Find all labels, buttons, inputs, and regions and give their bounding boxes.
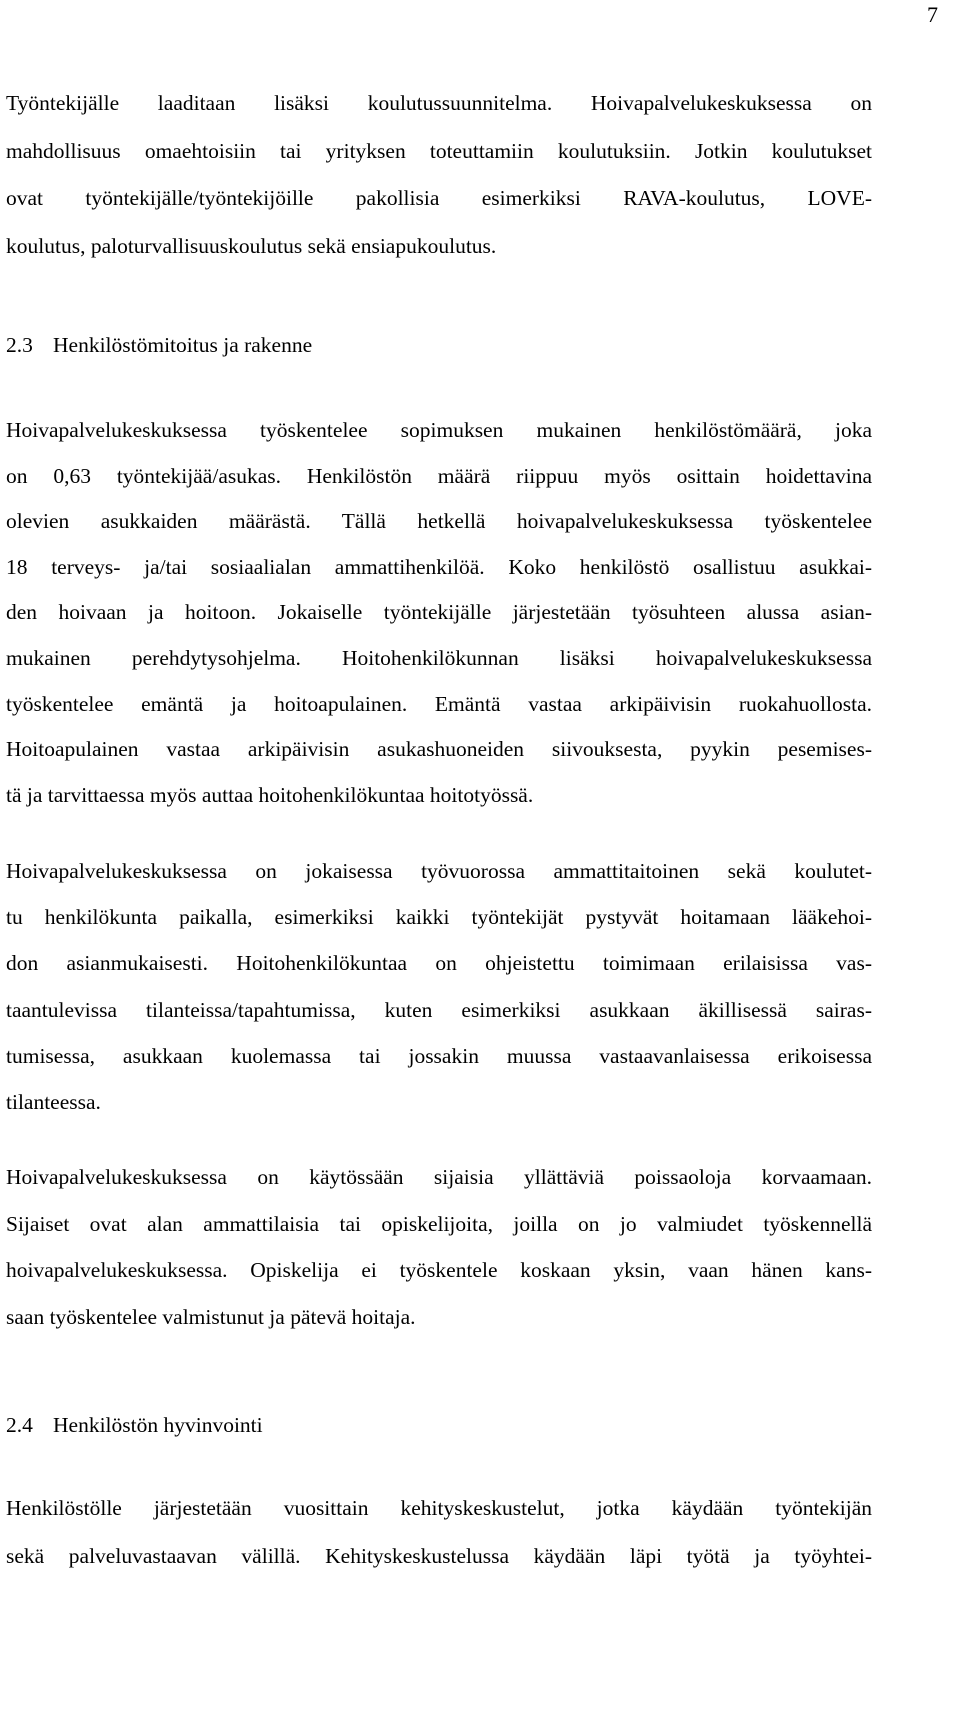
text-line: sekä palveluvastaavan välillä. Kehityskeskustelussa käydään läpi työtä ja työyhtei- xyxy=(6,1543,872,1568)
text-line: tilanteessa. xyxy=(6,1090,101,1115)
text-line: tu henkilökunta paikalla, esimerkiksi kaikki työntekijät pystyvät hoitamaan lääkehoi- xyxy=(6,905,872,930)
section-title: Henkilöstön hyvinvointi xyxy=(53,1413,263,1437)
text-line: tä ja tarvittaessa myös auttaa hoitohenkilökuntaa hoitotyössä. xyxy=(6,782,534,807)
text-line: ovat työntekijälle/työntekijöille pakollisia esimerkiksi RAVA-koulutus, LOVE- xyxy=(6,186,872,210)
text-line: taantulevissa tilanteissa/tapahtumissa, kuten esimerkiksi asukkaan äkillisessä sairas- xyxy=(6,997,872,1022)
text-line: den hoivaan ja hoitoon. Jokaiselle työntekijälle järjestetään työsuhteen alussa asian- xyxy=(6,600,872,625)
section-number: 2.4 xyxy=(6,1413,33,1437)
section-heading-2-3 xyxy=(6,322,872,369)
paragraph-training xyxy=(6,80,872,270)
text-line: saan työskentelee valmistunut ja pätevä hoitaja. xyxy=(6,1304,416,1329)
text-line: tumisessa, asukkaan kuolemassa tai jossakin muussa vastaavanlaisessa erikoisessa xyxy=(6,1043,872,1068)
text-line: hoivapalvelukeskuksessa. Opiskelija ei työskentele koskaan yksin, vaan hänen kans- xyxy=(6,1258,872,1283)
text-line: mukainen perehdytysohjelma. Hoitohenkilökunnan lisäksi hoivapalvelukeskuksessa xyxy=(6,645,872,670)
text-line: Hoivapalvelukeskuksessa työskentelee sopimuksen mukainen henkilöstömäärä, joka xyxy=(6,418,872,442)
section-title: Henkilöstömitoitus ja rakenne xyxy=(53,333,313,357)
text-line: työskentelee emäntä ja hoitoapulainen. Emäntä vastaa arkipäivisin ruokahuollosta. xyxy=(6,691,872,716)
text-line: olevien asukkaiden määrästä. Tällä hetkellä hoivapalvelukeskuksessa työskentelee xyxy=(6,509,872,534)
text-line: Henkilöstölle järjestetään vuosittain kehityskeskustelut, jotka käydään työntekijän xyxy=(6,1496,872,1520)
text-line: mahdollisuus omaehtoisiin tai yrityksen toteuttamiin koulutuksiin. Jotkin koulutukset xyxy=(6,138,872,163)
text-line: Hoitoapulainen vastaa arkipäivisin asukashuoneiden siivouksesta, pyykin pesemises- xyxy=(6,737,872,762)
paragraph-wellbeing xyxy=(6,1485,872,1580)
text-line: don asianmukaisesti. Hoitohenkilökuntaa on ohjeistettu toimimaan erilaisissa vas- xyxy=(6,951,872,976)
text-line: Hoivapalvelukeskuksessa on jokaisessa työvuorossa ammattitaitoinen sekä koulutet- xyxy=(6,859,872,883)
paragraph-staffing xyxy=(6,408,872,818)
section-heading-2-4 xyxy=(6,1402,872,1449)
text-line: on 0,63 työntekijää/asukas. Henkilöstön määrä riippuu myös osittain hoidettavina xyxy=(6,463,872,488)
page-number: 7 xyxy=(927,2,938,27)
text-line: Työntekijälle laaditaan lisäksi koulutussuunnitelma. Hoivapalvelukeskuksessa on xyxy=(6,91,872,115)
text-line: Sijaiset ovat alan ammattilaisia tai opiskelijoita, joilla on jo valmiudet työskennellä xyxy=(6,1211,872,1236)
paragraph-shifts xyxy=(6,848,872,1125)
text-line: koulutus, paloturvallisuuskoulutus sekä ensiapukoulutus. xyxy=(6,233,497,258)
paragraph-substitutes xyxy=(6,1154,872,1340)
text-line: 18 terveys- ja/tai sosiaalialan ammattihenkilöä. Koko henkilöstö osallistuu asukkai- xyxy=(6,554,872,579)
text-line: Hoivapalvelukeskuksessa on käytössään sijaisia yllättäviä poissaoloja korvaamaan. xyxy=(6,1165,872,1189)
section-number: 2.3 xyxy=(6,333,33,357)
